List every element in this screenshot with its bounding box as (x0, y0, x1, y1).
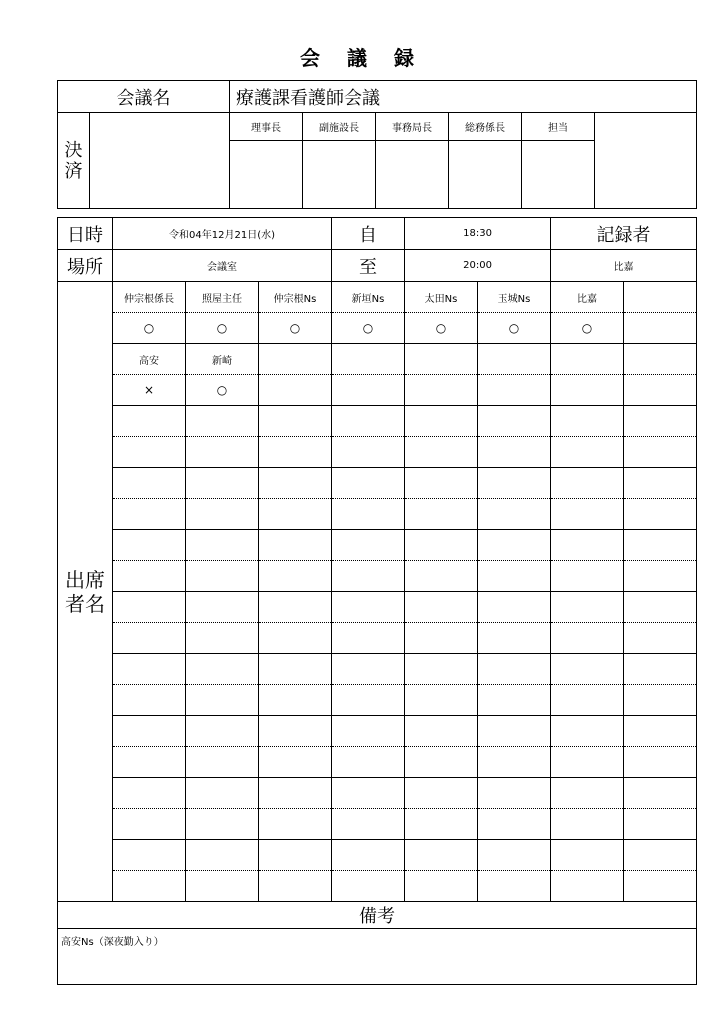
attendance-mark-cell[interactable] (478, 375, 551, 406)
attendance-mark-cell[interactable] (478, 561, 551, 592)
attendee-name-cell[interactable] (551, 406, 624, 437)
approval-blank-cell (90, 113, 230, 209)
meeting-name-label: 会議名 (58, 81, 230, 113)
attendance-mark-cell[interactable] (405, 809, 478, 840)
end-time: 20:00 (405, 250, 551, 282)
meeting-name-value: 療護課看護師会議 (230, 81, 697, 113)
attendee-name-cell[interactable] (478, 716, 551, 747)
attendee-name-cell[interactable] (624, 344, 697, 375)
attendee-name-cell[interactable] (259, 654, 332, 685)
attendance-mark-cell[interactable] (186, 499, 259, 530)
attendance-mark-cell[interactable] (259, 561, 332, 592)
attendance-mark-cell[interactable] (332, 871, 405, 902)
attendance-mark-cell[interactable] (551, 499, 624, 530)
attendee-name-cell[interactable] (113, 468, 186, 499)
attendee-name-cell[interactable] (186, 406, 259, 437)
attendance-mark-cell[interactable] (186, 561, 259, 592)
attendance-mark-cell[interactable] (332, 561, 405, 592)
approval-role-general-affairs-chief: 総務係長 (449, 113, 522, 141)
attendance-mark-cell[interactable] (186, 871, 259, 902)
attendance-mark-cell[interactable] (624, 685, 697, 716)
attendee-name-cell[interactable] (332, 778, 405, 809)
attendee-name-cell[interactable] (259, 530, 332, 561)
attendee-name-cell[interactable] (113, 530, 186, 561)
approval-role-vice-director: 副施設長 (303, 113, 376, 141)
approval-stamp-box[interactable] (449, 141, 522, 209)
attendee-name-cell[interactable] (405, 716, 478, 747)
attendee-name-cell[interactable]: 新崎 (186, 344, 259, 375)
attendance-mark-cell[interactable] (624, 623, 697, 654)
attendee-name-cell[interactable] (113, 654, 186, 685)
attendance-mark-cell[interactable]: × (113, 375, 186, 406)
attendance-mark-cell[interactable] (405, 437, 478, 468)
attendance-mark-cell[interactable] (478, 499, 551, 530)
attendance-mark-cell[interactable] (478, 623, 551, 654)
attendee-name-cell[interactable] (624, 468, 697, 499)
attendee-name-cell[interactable] (551, 530, 624, 561)
attendee-name-cell[interactable]: 仲宗根係長 (113, 282, 186, 313)
attendee-name-cell[interactable] (113, 406, 186, 437)
attendance-mark-cell[interactable] (113, 809, 186, 840)
meeting-place: 会議室 (113, 250, 332, 282)
attendee-name-cell[interactable]: 照屋主任 (186, 282, 259, 313)
attendance-mark-cell[interactable] (259, 375, 332, 406)
attendance-mark-cell[interactable] (113, 499, 186, 530)
approval-stamp-box[interactable] (230, 141, 303, 209)
document-title: 会 議 録 (300, 46, 424, 70)
attendance-mark-cell[interactable] (259, 747, 332, 778)
recorder-name: 比嘉 (551, 250, 697, 282)
attendee-name-cell[interactable] (259, 840, 332, 871)
attendee-name-cell[interactable] (551, 778, 624, 809)
attendance-mark-cell[interactable] (551, 809, 624, 840)
approval-blank-cell (595, 113, 697, 209)
attendee-name-cell[interactable] (478, 468, 551, 499)
attendance-mark-cell[interactable] (551, 437, 624, 468)
attendee-name-cell[interactable] (113, 592, 186, 623)
approval-stamp-box[interactable] (376, 141, 449, 209)
attendee-name-cell[interactable] (113, 840, 186, 871)
attendance-mark-cell[interactable]: ○ (259, 313, 332, 344)
attendee-name-cell[interactable] (186, 468, 259, 499)
meeting-date: 令和04年12月21日(水) (113, 218, 332, 250)
attendee-name-cell[interactable] (113, 716, 186, 747)
remarks-label: 備考 (58, 902, 697, 929)
attendee-name-cell[interactable] (405, 468, 478, 499)
attendance-mark-cell[interactable]: ○ (405, 313, 478, 344)
attendee-name-cell[interactable] (259, 344, 332, 375)
attendance-mark-cell[interactable] (259, 871, 332, 902)
attendance-mark-cell[interactable] (113, 747, 186, 778)
attendance-mark-cell[interactable] (551, 747, 624, 778)
attendee-name-cell[interactable] (405, 530, 478, 561)
attendee-name-cell[interactable]: 玉城Ns (478, 282, 551, 313)
attendee-name-cell[interactable] (186, 778, 259, 809)
attendee-name-cell[interactable] (113, 778, 186, 809)
attendee-name-cell[interactable] (624, 282, 697, 313)
meeting-header-table (57, 80, 697, 209)
attendance-mark-cell[interactable] (113, 437, 186, 468)
attendance-mark-cell[interactable] (551, 375, 624, 406)
attendee-name-cell[interactable] (186, 654, 259, 685)
attendance-mark-cell[interactable] (624, 871, 697, 902)
attendee-name-cell[interactable] (332, 344, 405, 375)
attendance-mark-cell[interactable]: ○ (186, 313, 259, 344)
attendance-mark-cell[interactable] (332, 809, 405, 840)
attendance-mark-cell[interactable]: ○ (551, 313, 624, 344)
attendance-mark-cell[interactable] (186, 809, 259, 840)
time-to-label: 至 (332, 250, 405, 282)
attendee-name-cell[interactable] (259, 778, 332, 809)
attendance-mark-cell[interactable] (332, 375, 405, 406)
attendance-mark-cell[interactable]: ○ (478, 313, 551, 344)
attendance-mark-cell[interactable] (551, 623, 624, 654)
attendee-name-cell[interactable] (478, 344, 551, 375)
approval-stamp-box[interactable] (303, 141, 376, 209)
attendee-name-cell[interactable] (332, 530, 405, 561)
attendance-mark-cell[interactable] (113, 623, 186, 654)
attendance-mark-cell[interactable] (624, 437, 697, 468)
attendee-name-cell[interactable] (624, 840, 697, 871)
attendance-mark-cell[interactable] (113, 561, 186, 592)
approval-stamp-box[interactable] (522, 141, 595, 209)
attendance-mark-cell[interactable] (405, 375, 478, 406)
attendance-mark-cell[interactable] (113, 871, 186, 902)
attendance-mark-cell[interactable] (624, 561, 697, 592)
attendance-mark-cell[interactable]: ○ (332, 313, 405, 344)
attendance-mark-cell[interactable]: ○ (186, 375, 259, 406)
approval-role-chairman: 理事長 (230, 113, 303, 141)
attendance-mark-cell[interactable] (332, 499, 405, 530)
datetime-label: 日時 (58, 218, 113, 250)
attendance-mark-cell[interactable] (405, 561, 478, 592)
attendee-name-cell[interactable] (332, 840, 405, 871)
attendee-name-cell[interactable] (551, 716, 624, 747)
attendance-mark-cell[interactable] (624, 747, 697, 778)
attendance-mark-cell[interactable] (259, 499, 332, 530)
attendance-mark-cell[interactable] (405, 685, 478, 716)
attendee-name-cell[interactable] (405, 592, 478, 623)
attendance-mark-cell[interactable] (624, 375, 697, 406)
attendee-name-cell[interactable]: 比嘉 (551, 282, 624, 313)
attendance-mark-cell[interactable] (624, 499, 697, 530)
attendance-mark-cell[interactable] (186, 437, 259, 468)
attendee-name-cell[interactable] (332, 654, 405, 685)
attendee-name-cell[interactable] (478, 840, 551, 871)
attendee-name-cell[interactable] (186, 592, 259, 623)
attendance-mark-cell[interactable] (186, 685, 259, 716)
attendance-mark-cell[interactable] (405, 623, 478, 654)
start-time: 18:30 (405, 218, 551, 250)
attendee-name-cell[interactable] (332, 592, 405, 623)
attendee-name-cell[interactable] (332, 468, 405, 499)
attendance-mark-cell[interactable] (186, 623, 259, 654)
attendee-name-cell[interactable]: 太田Ns (405, 282, 478, 313)
attendee-name-cell[interactable] (259, 406, 332, 437)
attendance-mark-cell[interactable] (405, 871, 478, 902)
attendance-mark-cell[interactable] (478, 809, 551, 840)
attendance-mark-cell[interactable] (186, 747, 259, 778)
attendee-name-cell[interactable] (551, 592, 624, 623)
attendee-name-cell[interactable]: 仲宗根Ns (259, 282, 332, 313)
attendance-mark-cell[interactable] (624, 809, 697, 840)
attendance-mark-cell[interactable] (478, 747, 551, 778)
attendance-mark-cell[interactable] (113, 685, 186, 716)
meeting-record-table (57, 217, 697, 985)
attendee-name-cell[interactable] (478, 654, 551, 685)
attendance-mark-cell[interactable] (478, 685, 551, 716)
attendee-name-cell[interactable] (551, 840, 624, 871)
attendees-label: 出席者名 (58, 282, 113, 902)
attendee-name-cell[interactable] (259, 716, 332, 747)
attendee-name-cell[interactable] (332, 716, 405, 747)
attendee-name-cell[interactable] (624, 530, 697, 561)
attendee-name-cell[interactable] (259, 592, 332, 623)
attendance-mark-cell[interactable] (551, 871, 624, 902)
place-label: 場所 (58, 250, 113, 282)
attendance-mark-cell[interactable] (405, 747, 478, 778)
attendee-name-cell[interactable]: 新垣Ns (332, 282, 405, 313)
attendee-name-cell[interactable] (551, 344, 624, 375)
attendance-mark-cell[interactable] (478, 871, 551, 902)
recorder-label: 記録者 (551, 218, 697, 250)
attendee-name-cell[interactable] (186, 530, 259, 561)
attendance-mark-cell[interactable] (332, 623, 405, 654)
attendee-name-cell[interactable] (551, 654, 624, 685)
attendee-name-cell[interactable] (405, 344, 478, 375)
attendee-name-cell[interactable] (405, 840, 478, 871)
attendance-mark-cell[interactable] (259, 809, 332, 840)
attendee-name-cell[interactable] (405, 778, 478, 809)
attendance-mark-cell[interactable] (259, 623, 332, 654)
remarks-text[interactable]: 高安Ns（深夜勤入り） (58, 929, 697, 985)
attendee-name-cell[interactable] (186, 840, 259, 871)
attendee-name-cell[interactable] (259, 468, 332, 499)
attendance-mark-cell[interactable] (332, 437, 405, 468)
attendance-mark-cell[interactable] (332, 747, 405, 778)
approval-role-in-charge: 担当 (522, 113, 595, 141)
attendance-mark-cell[interactable] (259, 437, 332, 468)
attendance-mark-cell[interactable]: ○ (113, 313, 186, 344)
attendee-name-cell[interactable] (478, 406, 551, 437)
attendance-mark-cell[interactable] (551, 561, 624, 592)
attendee-name-cell[interactable] (478, 592, 551, 623)
time-from-label: 自 (332, 218, 405, 250)
attendance-mark-cell[interactable] (478, 437, 551, 468)
approval-role-secretary-general: 事務局長 (376, 113, 449, 141)
attendee-name-cell[interactable] (624, 778, 697, 809)
attendance-mark-cell[interactable] (405, 499, 478, 530)
attendee-name-cell[interactable] (478, 530, 551, 561)
attendee-name-cell[interactable]: 高安 (113, 344, 186, 375)
attendee-name-cell[interactable] (624, 716, 697, 747)
attendance-mark-cell[interactable] (259, 685, 332, 716)
attendance-mark-cell[interactable] (332, 685, 405, 716)
attendee-name-cell[interactable] (551, 468, 624, 499)
attendee-name-cell[interactable] (624, 592, 697, 623)
attendee-name-cell[interactable] (624, 406, 697, 437)
attendee-name-cell[interactable] (624, 654, 697, 685)
attendee-name-cell[interactable] (405, 654, 478, 685)
attendee-name-cell[interactable] (478, 778, 551, 809)
attendance-mark-cell[interactable] (551, 685, 624, 716)
attendee-name-cell[interactable] (332, 406, 405, 437)
approval-label: 決済 (58, 113, 90, 209)
attendee-name-cell[interactable] (405, 406, 478, 437)
attendance-mark-cell[interactable] (624, 313, 697, 344)
attendee-name-cell[interactable] (186, 716, 259, 747)
